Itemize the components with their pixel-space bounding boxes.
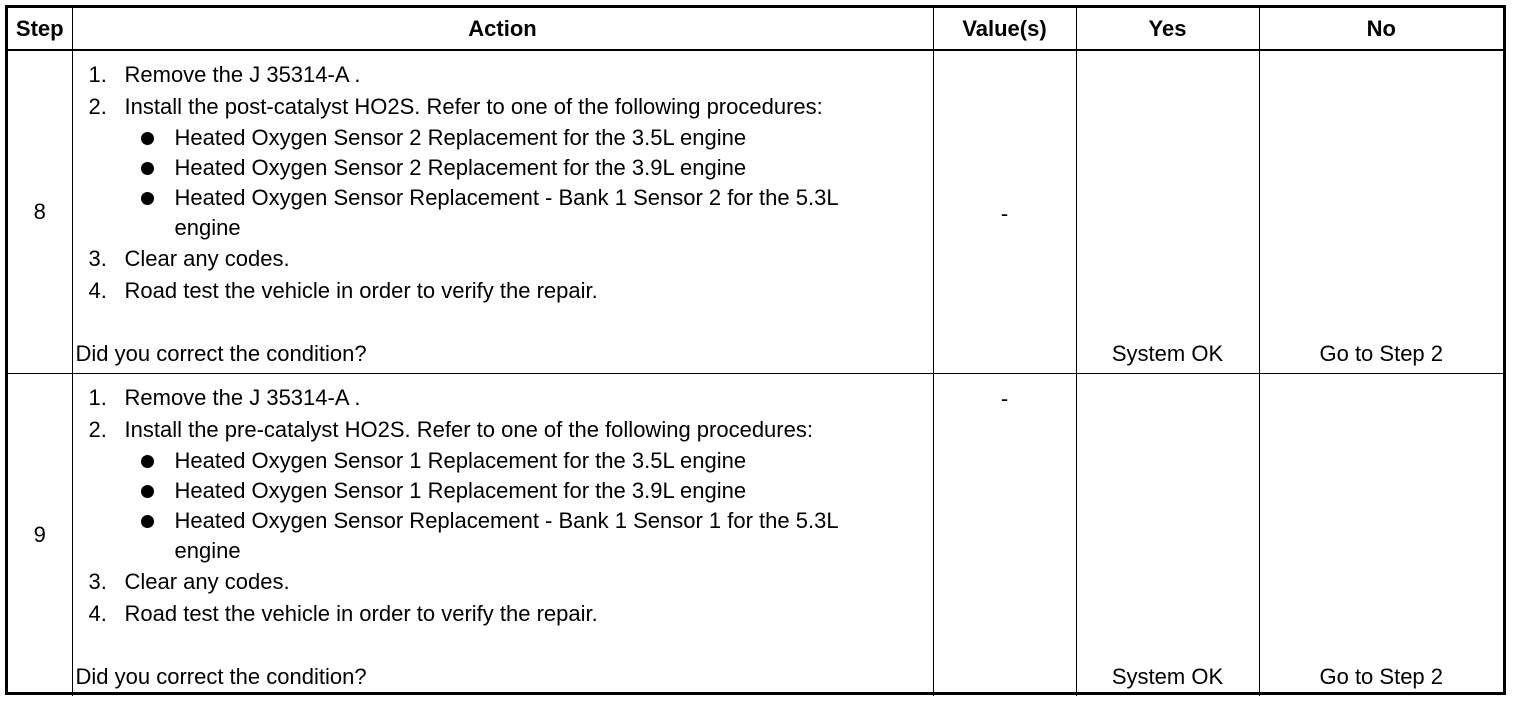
bullet-icon — [141, 515, 154, 528]
step-text: Install the post-catalyst HO2S. Refer to one of the following procedures: — [124, 94, 823, 119]
step-index: 4. — [88, 278, 107, 303]
step-text: Clear any codes. — [124, 246, 290, 271]
procedure-link[interactable]: Heated Oxygen Sensor Replacement - Bank 1 Sensor 2 for the 5.3L engine — [174, 185, 838, 240]
action-step — [73, 243, 933, 275]
step-text: Road test the vehicle in order to verify the repair. — [124, 601, 598, 626]
procedure-link[interactable]: Heated Oxygen Sensor 2 Replacement for the 3.9L engine — [174, 155, 747, 180]
procedure-item — [125, 153, 933, 183]
bullet-icon — [141, 132, 154, 145]
step-text: Remove the J 35314-A . — [124, 385, 361, 410]
diagnostic-table — [8, 8, 1503, 696]
procedure-item — [125, 446, 933, 476]
action-cell — [72, 50, 933, 374]
table-row — [8, 50, 1503, 374]
header-no: No — [1259, 8, 1503, 50]
step-index: 4. — [88, 601, 107, 626]
action-cell — [72, 374, 933, 697]
procedure-list — [125, 446, 933, 566]
value-cell — [933, 374, 1076, 697]
question-text: Did you correct the condition? — [75, 664, 367, 689]
action-step — [73, 566, 933, 598]
yes-cell — [1076, 374, 1259, 697]
bullet-icon — [141, 162, 154, 175]
value-text: - — [1000, 386, 1009, 411]
header-step: Step — [8, 8, 72, 50]
yes-result: System OK — [1111, 341, 1224, 366]
no-result-link[interactable]: Go to Step 2 — [1319, 664, 1444, 689]
step-number: 9 — [8, 374, 72, 697]
value-cell — [933, 50, 1076, 374]
value-text: - — [1000, 201, 1009, 226]
procedure-item — [125, 123, 933, 153]
procedure-link[interactable]: Heated Oxygen Sensor 2 Replacement for the 3.5L engine — [174, 125, 747, 150]
bullet-icon — [141, 192, 154, 205]
step-index: 1. — [88, 385, 107, 410]
step-index: 2. — [88, 94, 107, 119]
action-step — [73, 59, 933, 91]
header-yes: Yes — [1076, 8, 1259, 50]
action-steps — [73, 51, 933, 307]
action-step — [73, 275, 933, 307]
bullet-icon — [141, 485, 154, 498]
step-index: 3. — [88, 246, 107, 271]
question-text: Did you correct the condition? — [75, 341, 367, 366]
step-index: 1. — [88, 62, 107, 87]
step-text: Road test the vehicle in order to verify the repair. — [124, 278, 598, 303]
procedure-link[interactable]: Heated Oxygen Sensor 1 Replacement for the 3.5L engine — [174, 448, 747, 473]
step-index: 3. — [88, 569, 107, 594]
table-row — [8, 374, 1503, 697]
step-text: Remove the J 35314-A . — [124, 62, 361, 87]
no-cell — [1259, 50, 1503, 374]
bullet-icon — [141, 455, 154, 468]
header-row — [8, 8, 1503, 50]
procedure-link[interactable]: Heated Oxygen Sensor 1 Replacement for the 3.9L engine — [174, 478, 747, 503]
procedure-list — [125, 123, 933, 243]
step-number: 8 — [8, 50, 72, 374]
header-values: Value(s) — [933, 8, 1076, 50]
step-text: Clear any codes. — [124, 569, 290, 594]
yes-result: System OK — [1111, 664, 1224, 689]
action-step — [73, 598, 933, 630]
procedure-link[interactable]: Heated Oxygen Sensor Replacement - Bank 1 Sensor 1 for the 5.3L engine — [174, 508, 838, 563]
step-text: Install the pre-catalyst HO2S. Refer to one of the following procedures: — [124, 417, 813, 442]
no-cell — [1259, 374, 1503, 697]
header-action: Action — [72, 8, 933, 50]
yes-cell — [1076, 50, 1259, 374]
action-step — [73, 91, 933, 243]
no-result-link[interactable]: Go to Step 2 — [1319, 341, 1444, 366]
procedure-item — [125, 183, 933, 243]
action-step — [73, 414, 933, 566]
action-step — [73, 382, 933, 414]
step-index: 2. — [88, 417, 107, 442]
procedure-item — [125, 506, 933, 566]
procedure-item — [125, 476, 933, 506]
action-steps — [73, 374, 933, 630]
diagnostic-table-frame — [5, 5, 1506, 695]
